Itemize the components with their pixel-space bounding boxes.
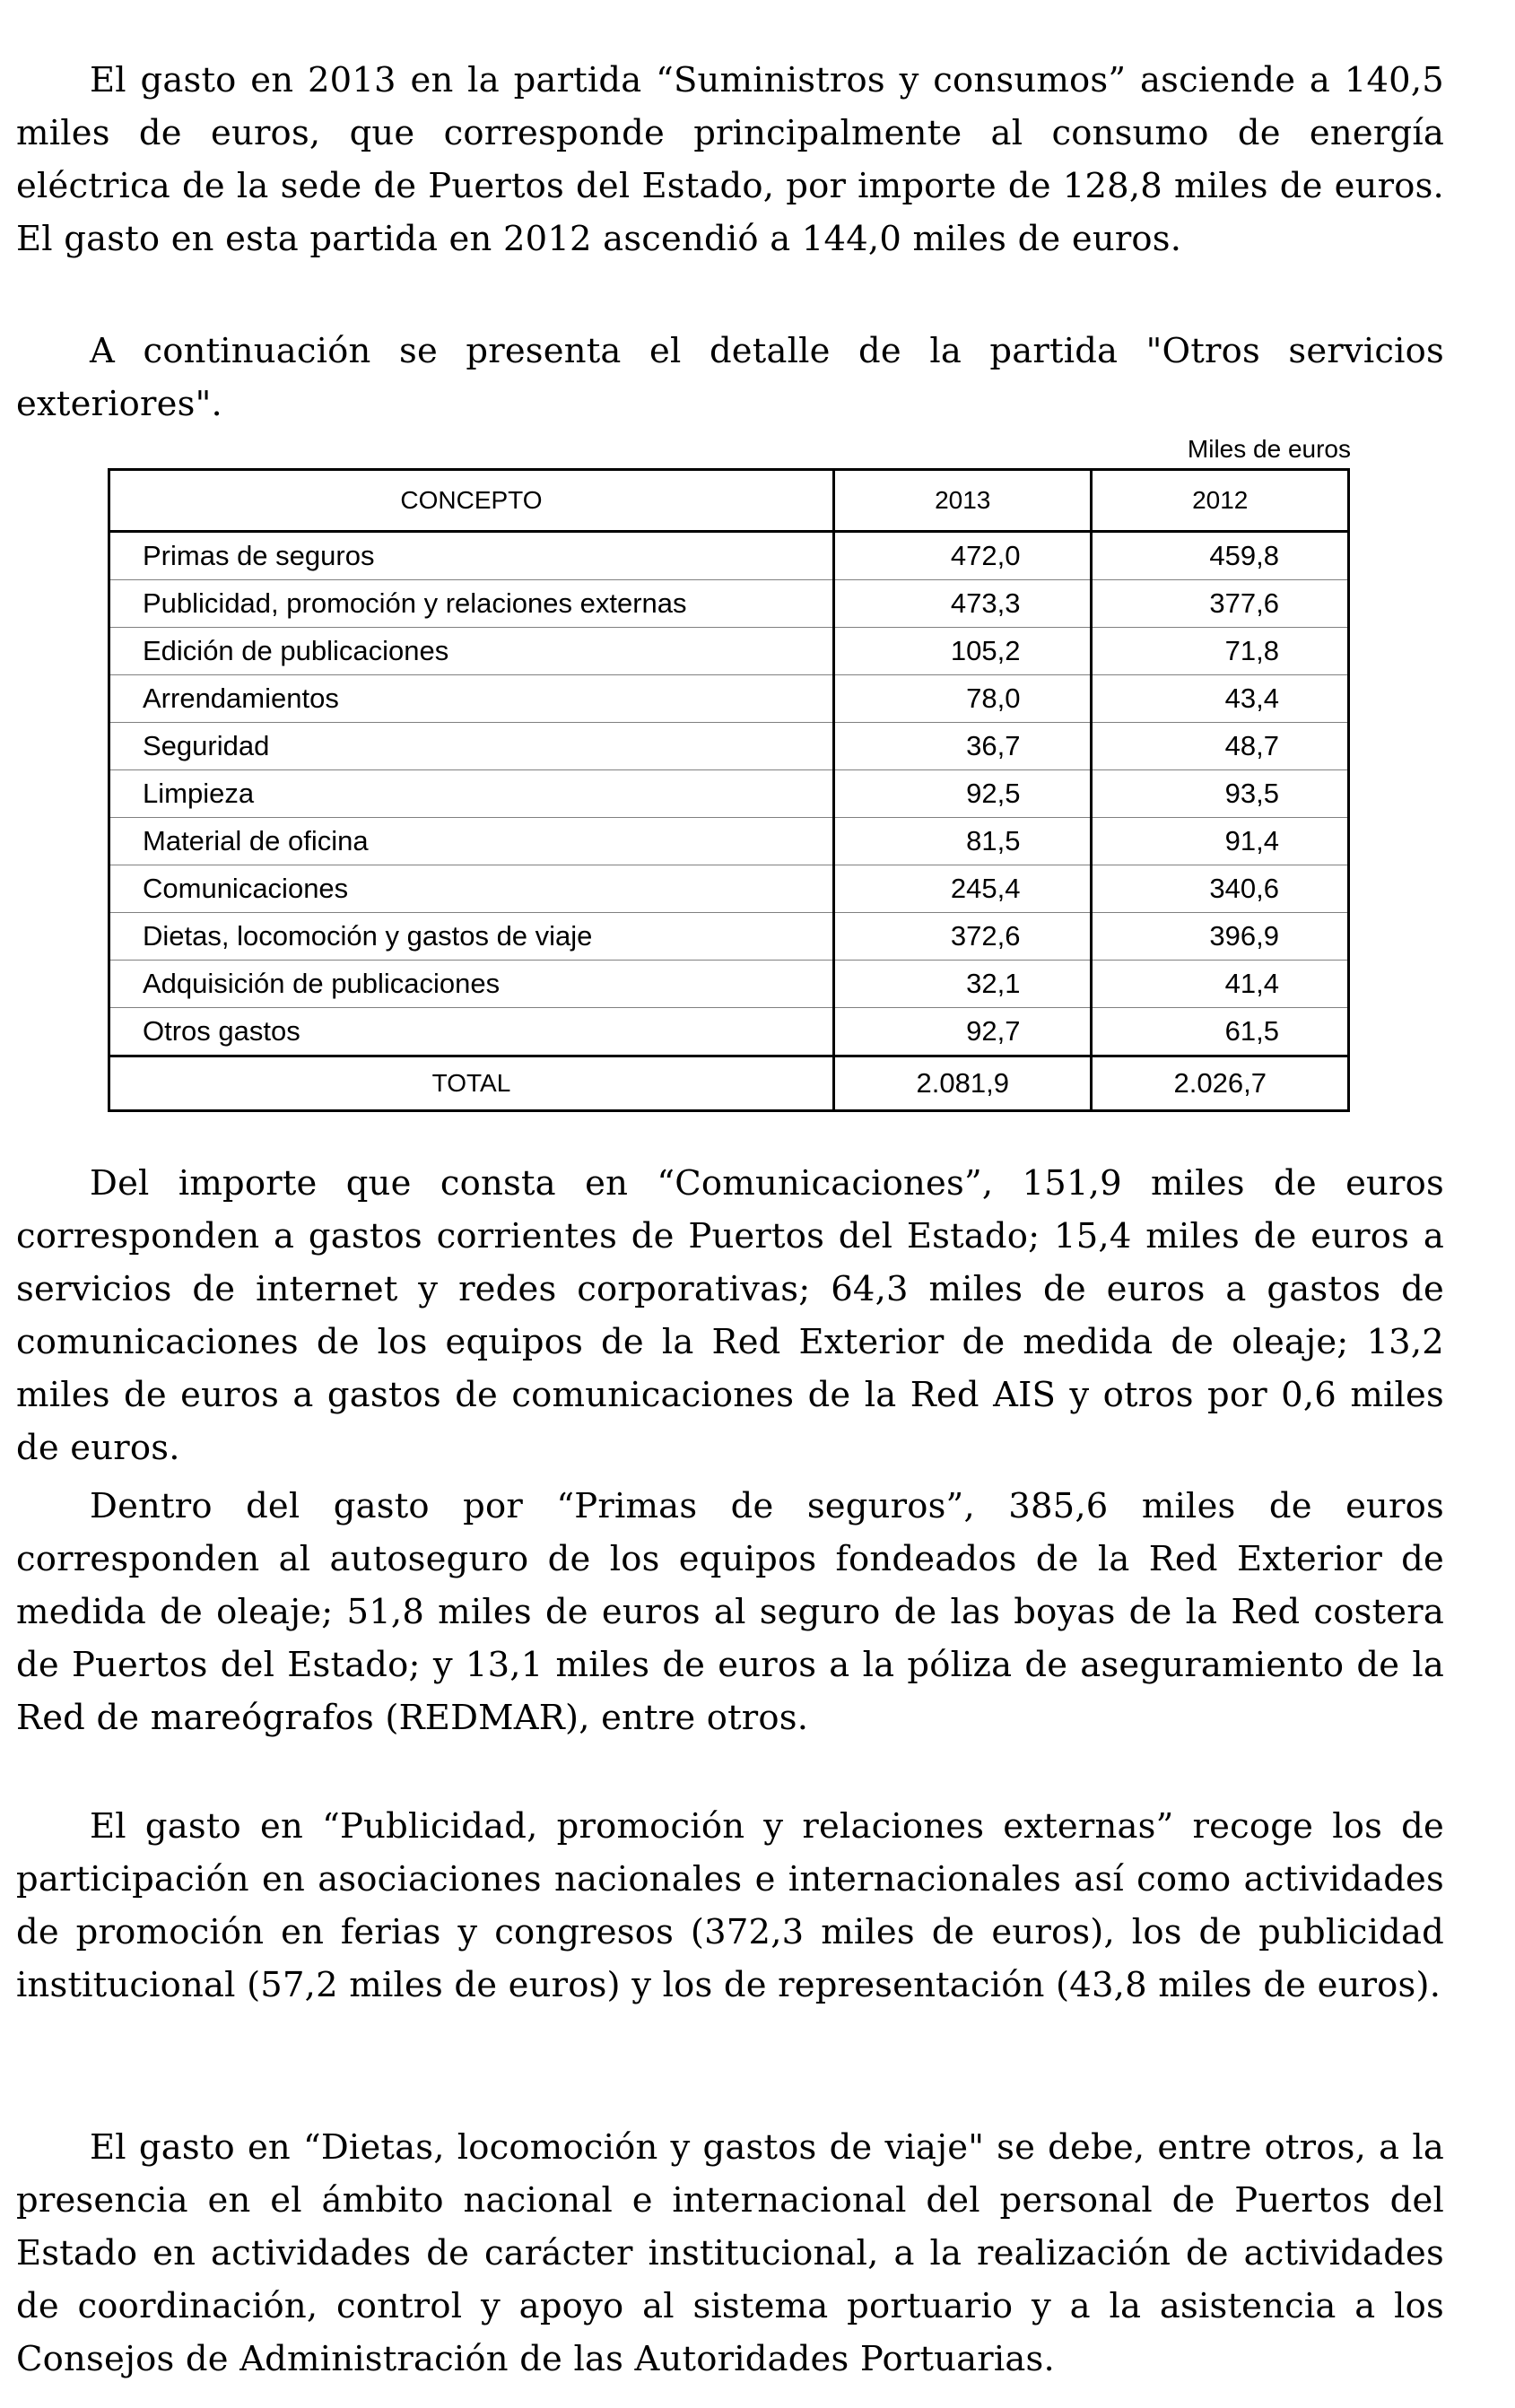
table-row [109, 865, 1349, 913]
table-row [109, 532, 1349, 580]
row-concept: Adquisición de publicaciones [109, 961, 834, 1008]
row-value-2013: 92,7 [833, 1008, 1092, 1056]
row-concept: Edición de publicaciones [109, 628, 834, 675]
table-units-label: Miles de euros [1187, 435, 1351, 463]
row-concept: Arrendamientos [109, 675, 834, 723]
paragraph-publicidad: El gasto en “Publicidad, promoción y relaciones externas” recoge los de participación en asociaciones nacionales e internacionales así como actividades de promoción en ferias y congresos (372,3 miles de euros), los de publicidad institucional (57,2 miles de euros) y los de representación (43,8 miles de euros). [16, 1806, 1444, 2005]
row-concept: Otros gastos [109, 1008, 834, 1056]
total-label: TOTAL [109, 1056, 834, 1111]
row-value-2012: 459,8 [1092, 532, 1349, 580]
table-row [109, 961, 1349, 1008]
paragraph-comunicaciones: Del importe que consta en “Comunicaciones”, 151,9 miles de euros corresponden a gastos corrientes de Puertos del Estado; 15,4 miles de euros a servicios de internet y redes corporativas; 64,3 miles de euros a gastos de comunicaciones de los equipos de la Red Exterior de medida de oleaje; 13,2 miles de euros a gastos de comunicaciones de la Red AIS y otros por 0,6 miles de euros. [16, 1163, 1444, 1468]
row-value-2013: 92,5 [833, 770, 1092, 818]
row-concept: Seguridad [109, 723, 834, 770]
row-value-2013: 472,0 [833, 532, 1092, 580]
paragraph-suministros: El gasto en 2013 en la partida “Suministros y consumos” asciende a 140,5 miles de euros, que corresponde principalmente al consumo de energía eléctrica de la sede de Puertos del Estado, por importe de 128,8 miles de euros. El gasto en esta partida en 2012 ascendió a 144,0 miles de euros. [16, 60, 1444, 259]
row-value-2013: 372,6 [833, 913, 1092, 961]
row-value-2012: 48,7 [1092, 723, 1349, 770]
paragraph-primas-seguros: Dentro del gasto por “Primas de seguros”, 385,6 miles de euros corresponden al autoseguro de los equipos fondeados de la Red Exterior de medida de oleaje; 51,8 miles de euros al seguro de las boyas de la Red costera de Puertos del Estado; y 13,1 miles de euros a la póliza de aseguramiento de la Red de mareógrafos (REDMAR), entre otros. [16, 1486, 1444, 1738]
row-value-2013: 36,7 [833, 723, 1092, 770]
total-value-2013: 2.081,9 [833, 1056, 1092, 1111]
table-total-row [109, 1056, 1349, 1111]
row-value-2013: 78,0 [833, 675, 1092, 723]
row-value-2012: 71,8 [1092, 628, 1349, 675]
table-row [109, 723, 1349, 770]
otros-servicios-table [108, 468, 1350, 1112]
table-row [109, 770, 1349, 818]
table-row [109, 628, 1349, 675]
row-value-2013: 81,5 [833, 818, 1092, 865]
row-concept: Primas de seguros [109, 532, 834, 580]
row-value-2013: 105,2 [833, 628, 1092, 675]
row-value-2013: 32,1 [833, 961, 1092, 1008]
row-value-2012: 61,5 [1092, 1008, 1349, 1056]
paragraph-dietas: El gasto en “Dietas, locomoción y gastos de viaje" se debe, entre otros, a la presencia en el ámbito nacional e internacional del personal de Puertos del Estado en actividades de carácter institucional, a la realización de actividades de coordinación, control y apoyo al sistema portuario y a la asistencia a los Consejos de Administración de las Autoridades Portuarias. [16, 2127, 1444, 2379]
row-value-2012: 91,4 [1092, 818, 1349, 865]
header-2013: 2013 [833, 470, 1092, 532]
table-row [109, 913, 1349, 961]
total-value-2012: 2.026,7 [1092, 1056, 1349, 1111]
row-value-2012: 340,6 [1092, 865, 1349, 913]
table-header-row [109, 470, 1349, 532]
row-concept: Limpieza [109, 770, 834, 818]
row-concept: Material de oficina [109, 818, 834, 865]
row-value-2013: 473,3 [833, 580, 1092, 628]
header-2012: 2012 [1092, 470, 1349, 532]
row-value-2013: 245,4 [833, 865, 1092, 913]
row-value-2012: 43,4 [1092, 675, 1349, 723]
paragraph-table-intro: A continuación se presenta el detalle de la partida "Otros servicios exteriores". [16, 331, 1444, 424]
table-row [109, 580, 1349, 628]
table-row [109, 675, 1349, 723]
row-value-2012: 396,9 [1092, 913, 1349, 961]
row-value-2012: 93,5 [1092, 770, 1349, 818]
row-concept: Dietas, locomoción y gastos de viaje [109, 913, 834, 961]
row-concept: Publicidad, promoción y relaciones externas [109, 580, 834, 628]
row-value-2012: 377,6 [1092, 580, 1349, 628]
row-value-2012: 41,4 [1092, 961, 1349, 1008]
table-row [109, 818, 1349, 865]
row-concept: Comunicaciones [109, 865, 834, 913]
table-row [109, 1008, 1349, 1056]
header-concepto: CONCEPTO [109, 470, 834, 532]
